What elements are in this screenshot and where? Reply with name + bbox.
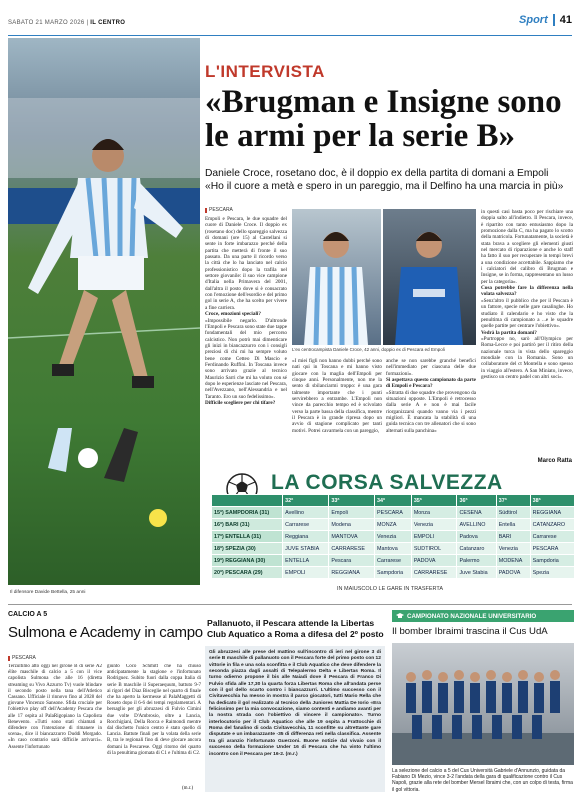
issue-date: SABATO 21 MARZO 2026 xyxy=(8,20,85,26)
page-header-meta: SABATO 21 MARZO 2026 | IL CENTRO xyxy=(8,20,126,26)
col2-answer-3: «Sitratta di due squadre che provengono da situazioni opposte. L'Empoli è retrocesso dalla serie A e non è mai facile riorganizzarsi quando vanno via i pezzi migliori. È mancata la stabilità di una guida tecnica con tre allenatori che si sono alternati sulla panchina» xyxy=(386,389,476,434)
article-author: Marco Ratta xyxy=(537,458,572,464)
subhead-line-2: «Ho il cuore a metà e spero in un pareggio, ma il Delfino ha una marcia in più» xyxy=(205,181,564,192)
ranking-fixture-cell: Sampdoria xyxy=(375,567,412,579)
col2-answer-2-end: anche se non sarebbe granché benefici nell'immediato per ciascuna delle due formazioni». xyxy=(386,358,476,377)
ranking-fixture-cell: Spezia xyxy=(530,567,574,579)
ranking-table xyxy=(211,494,575,579)
col3-question-5: Vedrà la partita domani? xyxy=(481,329,537,336)
headline-line-1: «Brugman e Insigne sono xyxy=(205,84,562,120)
ranking-header-cell xyxy=(212,495,283,507)
col3-answer-4: «Senz'altro il pubblico che per il Pescara è un fattore, specie nelle gare casalinghe. Ho studiato il calendario e ho visto che la penultima di campionato a ...e le squadre quelle partite per centrare l'obiettivo». xyxy=(481,297,573,330)
ranking-fixture-cell: Venezia xyxy=(496,543,530,555)
article-subhead xyxy=(205,167,575,193)
ranking-panel xyxy=(205,470,575,596)
ranking-row xyxy=(212,567,575,579)
left-article-headline: Sulmona e Academy in campo xyxy=(8,624,203,641)
ranking-fixture-cell: Entella xyxy=(496,519,530,531)
ranking-team-cell: 18ª) SPEZIA (30) xyxy=(212,543,283,555)
col3-question-4: Cosa potrebbe fare la differenza nella volata salvezza? xyxy=(481,285,573,298)
col1-question-2: Difficile scegliere per chi tifare? xyxy=(205,399,276,406)
subhead-line-1: Daniele Croce, rosetano doc, è il doppio ex della partita di domani a Empoli xyxy=(205,168,549,179)
photo-cus-caption: La selezione del calcio a 5 del Cus Università Gabriele d'Annunzio, guidata da Fabiano Di Mezio, vince 3-2 l'andata della gara di qualificazione contro il Cus Napoli, grazie alla rete del bomber Mersel Ibraimi che, con un colpo di testa, firma il gol vittoria. xyxy=(392,768,573,793)
ranking-note: IN MAIUSCOLO LE GARE IN TRASFERTA xyxy=(336,586,444,592)
photo-croce-caption: L'ex centrocampista Daniele Croce, 42 anni, doppio ex di Pescara ed Empoli xyxy=(292,347,445,352)
article-kicker: L'INTERVISTA xyxy=(205,62,325,81)
photo-bettella xyxy=(8,38,200,585)
ranking-fixture-cell: Sampdoria xyxy=(530,555,574,567)
ranking-header-cell: 33ª xyxy=(329,495,375,507)
ranking-fixture-cell: MONZA xyxy=(375,519,412,531)
left-article-kicker: CALCIO A 5 xyxy=(8,611,48,618)
article-column-3 xyxy=(386,358,476,470)
ranking-row xyxy=(212,519,575,531)
left-article-col-2: giunto Coco Schmitt che ha chiuso anticipatamente la stagione e l'infortunato Rodriguez. Subito fuori dalla coppa Italia di serie B maschile il Superaequum, battuto 9-7 ai rigori del Diaz Bisceglie nel quarto di finale che ha aperto la kermesse al PalaMaggetti di Roseto dopo il 6-6 dei tempi regolamentari. A bersaglio per gli abruzzesi di Fulvio Cimini due volte D'Ambrosio, oltre a Lancia, Rocchigiani, Della Rocca e Raimondi mentre dal dischetto l'unico centro è stato quello di Lancia. Battute finali per la volata della serie B, tra le regionali fino di deve giocare ancora domani la Pescarese. Oggi ritorno del quarto di la penultima giornata di C1 e l'ultima di C2. xyxy=(107,664,201,756)
ranking-fixture-cell: CESENA xyxy=(457,507,496,519)
ranking-fixture-cell: Venezia xyxy=(375,531,412,543)
header-rule xyxy=(8,35,572,36)
mid-headline-line-2: Club Aquatico a Roma a difesa del 2º posto xyxy=(207,629,384,639)
ranking-fixture-cell: EMPOLI xyxy=(411,531,457,543)
ranking-fixture-cell: Juve Stabia xyxy=(457,567,496,579)
article-column-4 xyxy=(481,209,573,457)
ranking-fixture-cell: REGGIANA xyxy=(329,567,375,579)
col3-answer-3-end: in questi casi basta poco per rischiare una doppia salto all'indietro. Il Pescara, invece, è ripartito con tanto entusiasmo dopo la promozione dalla C, ma ha pagato lo scotto della matricola. Fortunatamente, la società è stata brava a scegliere gli elementi giusti nel mercato di riparazione e anche lo staff ha fatto il suo per recuperare in tempi brevi a una condizione accettabile. Sappiamo che i calciatori del calibro di Brugman e Insigne, se in forma, rappresentano un lusso per la categoria». xyxy=(481,209,573,285)
photo-bettella-caption: Il difensore Davide Bettella, 25 anni xyxy=(10,590,86,595)
ranking-header-cell: 32ª xyxy=(283,495,329,507)
ranking-row xyxy=(212,555,575,567)
ranking-fixture-cell: CARRARESE xyxy=(411,567,457,579)
section-tag-pescara: PESCARA xyxy=(205,207,233,213)
photo-croce-empoli xyxy=(383,209,476,345)
ranking-fixture-cell: Carrarese xyxy=(283,519,329,531)
ranking-title: LA CORSA SALVEZZA xyxy=(271,471,503,494)
ranking-fixture-cell: Monza xyxy=(411,507,457,519)
ranking-header-cell: 37ª xyxy=(496,495,530,507)
ranking-fixture-cell: Padova xyxy=(457,531,496,543)
ranking-team-cell: 19ª) REGGIANA (30) xyxy=(212,555,283,567)
left-article-tag: PESCARA xyxy=(8,655,36,661)
ranking-fixture-cell: SUDTIROL xyxy=(411,543,457,555)
photo-cus-team xyxy=(392,643,574,765)
col3-answer-5: «Purtroppo no, sarò all'Olympico per Roma-Lecce e poi partirò per il ritiro della nazionale turca in vista dello spareggio mondiale con la Romania. Sono un collaboratore del ct Montella e sono spesso in viaggio all'estero. A San Miniato, invece, gestisco un centro padel con altri soci». xyxy=(481,335,573,380)
ranking-fixture-cell: Reggiana xyxy=(283,531,329,543)
ranking-fixture-cell: EMPOLI xyxy=(283,567,329,579)
ranking-fixture-cell: PESCARA xyxy=(375,507,412,519)
section-rule-lower xyxy=(8,604,572,605)
ranking-fixture-cell: PESCARA xyxy=(530,543,574,555)
article-column-1 xyxy=(205,216,287,470)
ranking-fixture-cell: Modena xyxy=(329,519,375,531)
ranking-fixture-cell: PADOVA xyxy=(496,567,530,579)
ranking-fixture-cell: CATANZARO xyxy=(530,519,574,531)
col1-answer-1: «Impossibile negarlo. D'altronde l'Empoli e Pescara sono state due tappe fondamentali del mio percorso calcistico. Non potrò mai dimenticare gli inizi in biancazzurro con i consigli preziosi di chi mi ha sempre voluto bene come Cetteo Di Mascio e Ferdinando Ruffini. In Toscana invece sono arrivato grazie al tecnico Maurizio Sarri che mi ha voluto con sé dopo le esperienze lasciate nel Pescara, nell'Avezzano, nell'Alessandria e nel Taranto. Ero un suo fedelissimo». xyxy=(205,317,287,400)
ranking-row xyxy=(212,543,575,555)
ranking-team-cell: 16ª) BARI (31) xyxy=(212,519,283,531)
photo-croce-pescara xyxy=(292,209,381,345)
player-illustration xyxy=(8,38,200,585)
ranking-row xyxy=(212,507,575,519)
ranking-fixture-cell: Südtirol xyxy=(496,507,530,519)
mid-article-body: Gli abruzzesi alle prese del mattino sull'incontro di ieri nel girone 3 di serie B maschile di pallanuoto con il Pescara forte del primo posto con 12 vittorie in fila e una sola sconfitta e il Club Aquatico che deve difendere la seconda piazza dagli assalti di Telepalermo Delta e Libertas Roma. Il turno odierno propone il bis alle Naiadi dove il Pescara di Franco Di Fulvio sfida alle 17,30 la quarta forza Libertas Roma che all'andata perse con il gol dello scarto contro i biancazzurri. L'ultimo successo con il Civitavecchia ha messo in mostra il parco giocatori, tutti Mario Rella che ha dedicato il gol realizzato al tecnico della Juniores Mattia De Iorio «Era felicissimo per la mia convocazione, siamo contenti e andiamo avanti per la nostra strada con l'obiettivo di vincere il campionato». Turno interlocutorio per il Club Aquatico che alle 19 ospita a Frattocchie di Roma del fanalino di coda Civitavecchia, 11 sconfitte su altrettante gare disputate e un imbarazzante -35 di differenza reti nella classifica. Assente tra gli aranzio l'infortunato Guerzoni. Buone notizie dal vivaio con il successo della formazione Under 16 di Pescara che ha vinto l'ultimo incontro con il Pescara per 16-2. (m.r.) xyxy=(205,646,385,792)
headline-line-2: le armi per la serie B» xyxy=(205,118,516,154)
ranking-fixture-cell: Empoli xyxy=(329,507,375,519)
ranking-header-cell: 38ª xyxy=(530,495,574,507)
left-article-col-1: Terzultimo atto oggi nel girone B di serie A2 élite maschile di calcio a 5 con il vice capolista Sulmona che alle 16 (diretta streaming su Vivo Azzurro Tv) vuole blindare il secondo posto nella tana dell'Atletico Cassano. Ufficiale il rinnovo fino al 2028 del giovane Vincenzo Sansone. Sfida cruciale per l'obiettivo play off dell'Academy Pescara che alle 17 ospita al PalaRigopiano la Capolista Benevento. «Tutti sono stati chiamati a difendere con l'intenzione di rimanere in scena», dice il biancazzurro Duddi Morgado. «In caso contrario sarà difficile arrivarci». Assente l'infortunato xyxy=(8,664,102,750)
ranking-fixture-cell: Venezia xyxy=(411,519,457,531)
section-divider xyxy=(553,14,555,26)
university-cap-icon xyxy=(396,612,404,620)
mid-article-headline xyxy=(207,618,385,640)
ranking-fixture-cell: JUVE STABIA xyxy=(283,543,329,555)
ranking-fixture-cell: CARRARESE xyxy=(329,543,375,555)
ranking-fixture-cell: Carrarese xyxy=(375,555,412,567)
left-article-author: (m.r.) xyxy=(182,786,194,791)
ranking-team-cell: 15ª) SAMPDORIA (31) xyxy=(212,507,283,519)
article-headline xyxy=(205,85,575,153)
newspaper-name: IL CENTRO xyxy=(90,20,126,26)
section-name: Sport xyxy=(519,14,548,26)
ranking-fixture-cell: BARI xyxy=(496,531,530,543)
col1-intro: Empoli e Pescara, le due squadre del cuore di Daniele Croce. Il doppio ex (rosetano doc) dello spareggio salvezza di domani (ore 15) al Castellani si sente in forte imbarazzo perché della partita che metterà di fronte il suo passato. Da una parte il ricordo verso la città che lo ha lanciato nel calcio professionistico dopo la trafila nel settore giovanile: il suo vice campione d'Italia nella Primavera del 2001, dall'altra il posto dove si è consacrato con l'emozione dell'esordio e del primo gol in serie A, che ha scelto per vivere a fine carriera. xyxy=(205,216,287,311)
mid-headline-line-1: Pallanuoto, il Pescara attende la Libertas xyxy=(207,618,375,628)
right-article-band: CAMPIONATO NAZIONALE UNIVERSITARIO xyxy=(392,610,574,622)
ranking-fixture-cell: MANTOVA xyxy=(329,531,375,543)
ranking-fixture-cell: Catanzaro xyxy=(457,543,496,555)
page-number: 41 xyxy=(559,14,572,26)
article-column-2 xyxy=(292,358,382,470)
ranking-fixture-cell: ENTELLA xyxy=(283,555,329,567)
ranking-fixture-cell: Palermo xyxy=(457,555,496,567)
ranking-fixture-cell: REGGIANA xyxy=(530,507,574,519)
ranking-row xyxy=(212,531,575,543)
ranking-fixture-cell: MODENA xyxy=(496,555,530,567)
col1-question-1: Croce, emozioni speciali? xyxy=(205,311,261,318)
ranking-fixture-cell: Pescara xyxy=(329,555,375,567)
ranking-fixture-cell: Mantova xyxy=(375,543,412,555)
ranking-team-cell: 20ª) PESCARA (29) xyxy=(212,567,283,579)
ranking-fixture-cell: Carrarese xyxy=(530,531,574,543)
ranking-fixture-cell: PADOVA xyxy=(411,555,457,567)
ranking-fixture-cell: AVELLINO xyxy=(457,519,496,531)
ranking-team-cell: 17ª) ENTELLA (31) xyxy=(212,531,283,543)
ranking-header-cell: 34ª xyxy=(375,495,412,507)
right-article-headline: Il bomber Ibraimi trascina il Cus UdA xyxy=(392,626,548,637)
col2-question-3: Si aspettava questo campionato da parte di Empoli e Pescara? xyxy=(386,377,476,390)
ranking-fixture-cell: Avellino xyxy=(283,507,329,519)
col2-answer-2: «I miei figli non hanno dubbi perché sono nati qui in Toscana e mi hanno visto giocare con la maglia dell'Empoli per cinque anni. Personalmente, non me la sento di sbilanciarmi troppo: è una gara talmente importante che i punti servirebbero a entrambe. L'Empoli non vince da parecchio tempo ed è scivolato verso la parte bassa della classifica, mentre il Pescara è in grande ripresa dopo un avvio di stagione complicato per tanti motivi. Potrei cavarmela con un pareggio, xyxy=(292,358,382,434)
ranking-header-cell: 35ª xyxy=(411,495,457,507)
section-header xyxy=(519,14,572,26)
ranking-header-cell: 36ª xyxy=(457,495,496,507)
